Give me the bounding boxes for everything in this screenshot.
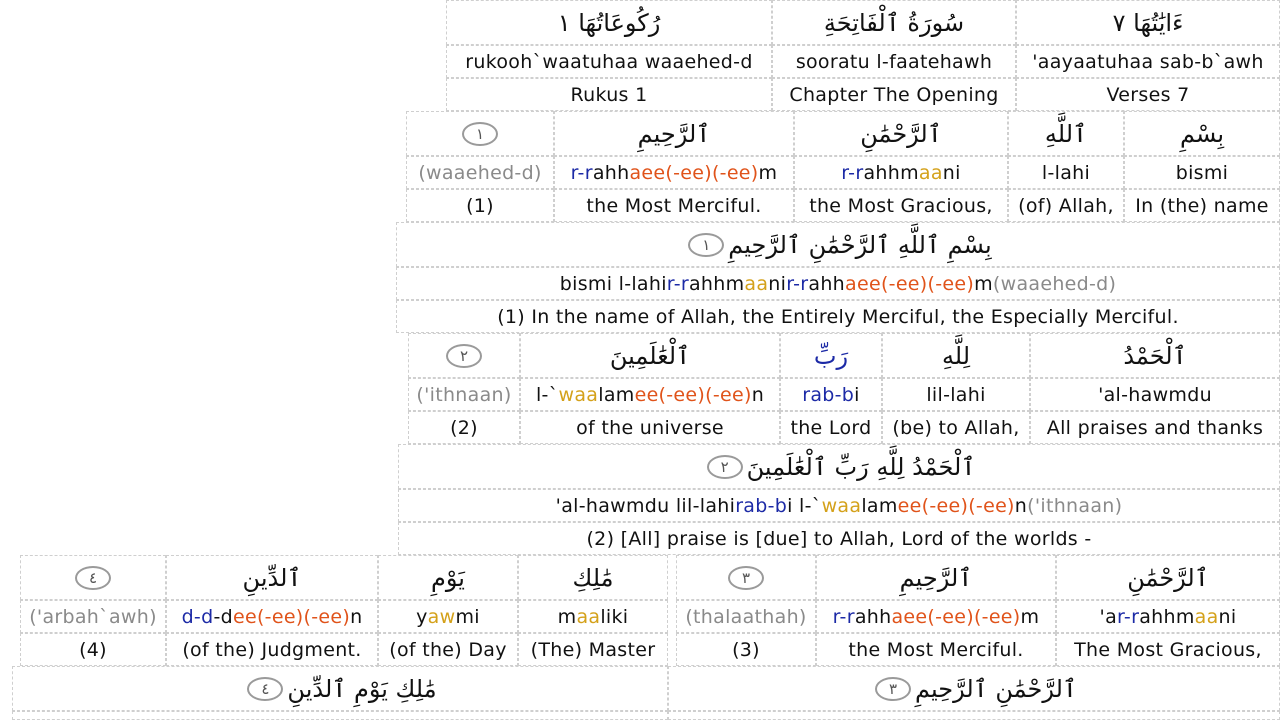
verse-number-tr: ('arbah`awh) bbox=[20, 600, 166, 633]
verse-2-full-tr bbox=[398, 489, 1280, 522]
word-en: the Lord bbox=[780, 411, 882, 444]
transliteration-segment: aee(-ee)(-ee) bbox=[891, 605, 1021, 628]
verse-3-full-tr-row bbox=[668, 711, 1280, 720]
verse-number-badge bbox=[408, 333, 520, 378]
word-tr bbox=[794, 156, 1008, 189]
transliteration-segment: ahh bbox=[854, 605, 892, 628]
transliteration-segment: lam bbox=[598, 383, 635, 406]
transliteration-segment: i l-` bbox=[787, 494, 822, 517]
verse-4-badge: ٤ bbox=[75, 566, 111, 590]
verse-4-full-ar: مَٰلِكِ يَوْمِ ٱلدِّينِ ٤ bbox=[12, 666, 668, 711]
verse-4-full-tr-row bbox=[12, 711, 668, 720]
word-tr bbox=[378, 600, 518, 633]
word-en: (of the) Judgment. bbox=[166, 633, 378, 666]
verse-number-tr: (waaehed-d) bbox=[406, 156, 554, 189]
verse-number-tr: (thalaathah) bbox=[676, 600, 816, 633]
header-ayat-en: Verses 7 bbox=[1016, 78, 1280, 111]
header-ayat-tr: 'aayaatuhaa sab-b`awh bbox=[1016, 45, 1280, 78]
verse-2-translation: (2) [All] praise is [due] to Allah, Lord of the worlds - bbox=[398, 522, 1280, 555]
transliteration-segment: r-r bbox=[666, 272, 689, 295]
word-ar: بِسْمِ bbox=[1124, 111, 1280, 156]
word-ar: يَوْمِ bbox=[378, 555, 518, 600]
verse-3-badge: ٣ bbox=[728, 566, 764, 590]
verse-1-translation: (1) In the name of Allah, the Entirely Merciful, the Especially Merciful. bbox=[396, 300, 1280, 333]
header-surah-tr: sooratu l-faatehawh bbox=[772, 45, 1016, 78]
word-ar: ٱلْعَٰلَمِينَ bbox=[520, 333, 780, 378]
transliteration-segment: m bbox=[974, 272, 993, 295]
verse-1-full-badge: ١ bbox=[688, 233, 724, 257]
transliteration-segment: i bbox=[854, 383, 860, 406]
word-tr bbox=[518, 600, 668, 633]
transliteration-segment: ahhm bbox=[863, 161, 919, 184]
transliteration-segment: l-lahi bbox=[1041, 161, 1091, 184]
header-rukus-tr: rukooh`waatuhaa waaehed-d bbox=[446, 45, 772, 78]
transliteration-segment: (waaehed-d) bbox=[992, 272, 1117, 295]
word-ar: لِلَّهِ bbox=[882, 333, 1030, 378]
verse-3-full-badge: ٣ bbox=[875, 677, 911, 701]
transliteration-segment: n bbox=[350, 605, 363, 628]
transliteration-segment: 'al-hawmdu bbox=[1098, 383, 1212, 406]
transliteration-segment: waa bbox=[558, 383, 599, 406]
verse-4-full-badge: ٤ bbox=[247, 677, 283, 701]
transliteration-segment: lam bbox=[861, 494, 898, 517]
verse-number-badge bbox=[676, 555, 816, 600]
transliteration-segment: ni bbox=[768, 272, 787, 295]
word-en: (of) Allah, bbox=[1008, 189, 1124, 222]
transliteration-segment: n bbox=[751, 383, 765, 406]
word-tr bbox=[520, 378, 780, 411]
word-en: (The) Master bbox=[518, 633, 668, 666]
verse-1-full-tr bbox=[396, 267, 1280, 300]
word-en: All praises and thanks bbox=[1030, 411, 1280, 444]
word-ar: ٱلدِّينِ bbox=[166, 555, 378, 600]
word-ar: ٱلرَّحِيمِ bbox=[816, 555, 1056, 600]
transliteration-segment: 'al-hawmdu lil-lahi bbox=[555, 494, 736, 517]
verse-1-full-ar: بِسْمِ ٱللَّهِ ٱلرَّحْمَٰنِ ٱلرَّحِيمِ ١ bbox=[396, 222, 1280, 267]
transliteration-segment: ee(-ee)(-ee) bbox=[232, 605, 351, 628]
word-en: (be) to Allah, bbox=[882, 411, 1030, 444]
header-rukus-ar: رُكُوعَاتُهَا ١ bbox=[446, 0, 772, 45]
transliteration-segment: y bbox=[416, 605, 428, 628]
transliteration-segment: ee(-ee)(-ee) bbox=[897, 494, 1015, 517]
transliteration-segment: aa bbox=[744, 272, 769, 295]
transliteration-segment: ra bbox=[735, 494, 756, 517]
transliteration-segment: aa bbox=[576, 605, 601, 628]
transliteration-segment: l-` bbox=[535, 383, 559, 406]
transliteration-segment: ahhm bbox=[1139, 605, 1195, 628]
verse-number-en: (2) bbox=[408, 411, 520, 444]
word-en: The Most Gracious, bbox=[1056, 633, 1280, 666]
transliteration-segment: 'a bbox=[1099, 605, 1118, 628]
transliteration-segment: lil-lahi bbox=[926, 383, 986, 406]
verse-3-full-ar: ٱلرَّحْمَٰنِ ٱلرَّحِيمِ ٣ bbox=[668, 666, 1280, 711]
word-ar: مَٰلِكِ bbox=[518, 555, 668, 600]
verse-1-badge: ١ bbox=[462, 122, 498, 146]
transliteration-segment: r-r bbox=[1117, 605, 1140, 628]
transliteration-segment: bismi l-lahi bbox=[559, 272, 667, 295]
verse-2-full-ar: ٱلْحَمْدُ لِلَّهِ رَبِّ ٱلْعَٰلَمِينَ ٢ bbox=[398, 444, 1280, 489]
transliteration-segment: aee(-ee)(-ee) bbox=[629, 161, 759, 184]
word-tr bbox=[1056, 600, 1280, 633]
verse-number-en: (3) bbox=[676, 633, 816, 666]
transliteration-segment: m bbox=[557, 605, 577, 628]
header-ayat-ar: ءَايَٰتُهَا ٧ bbox=[1016, 0, 1280, 45]
word-ar: رَبِّ bbox=[780, 333, 882, 378]
transliteration-segment: b-b bbox=[822, 383, 855, 406]
header-rukus-en: Rukus 1 bbox=[446, 78, 772, 111]
transliteration-segment: d-d bbox=[181, 605, 214, 628]
transliteration-segment: aee(-ee)(-ee) bbox=[845, 272, 975, 295]
verse-number-en: (4) bbox=[20, 633, 166, 666]
transliteration-segment: aw bbox=[427, 605, 456, 628]
word-tr bbox=[816, 600, 1056, 633]
transliteration-segment: r-r bbox=[786, 272, 809, 295]
word-tr bbox=[1008, 156, 1124, 189]
verse-2-badge: ٢ bbox=[446, 344, 482, 368]
transliteration-segment: ahh bbox=[592, 161, 630, 184]
transliteration-segment: r-r bbox=[841, 161, 864, 184]
transliteration-segment: aa bbox=[1194, 605, 1219, 628]
transliteration-segment: m bbox=[758, 161, 778, 184]
transliteration-segment: bismi bbox=[1175, 161, 1229, 184]
transliteration-segment: m bbox=[1020, 605, 1040, 628]
transliteration-segment: -d bbox=[213, 605, 233, 628]
verse-number-badge bbox=[406, 111, 554, 156]
transliteration-segment: mi bbox=[455, 605, 480, 628]
word-en: the Most Merciful. bbox=[816, 633, 1056, 666]
transliteration-segment: b-b bbox=[755, 494, 788, 517]
transliteration-segment: ni bbox=[942, 161, 961, 184]
word-tr bbox=[1030, 378, 1280, 411]
transliteration-segment: ra bbox=[802, 383, 823, 406]
word-tr bbox=[1124, 156, 1280, 189]
word-ar: ٱلْحَمْدُ bbox=[1030, 333, 1280, 378]
word-ar: ٱلرَّحْمَٰنِ bbox=[1056, 555, 1280, 600]
transliteration-segment: ('ithnaan) bbox=[1027, 494, 1123, 517]
transliteration-segment: waa bbox=[821, 494, 862, 517]
transliteration-segment: liki bbox=[600, 605, 629, 628]
word-en: In (the) name bbox=[1124, 189, 1280, 222]
header-surah-ar: سُورَةُ ٱلْفَاتِحَةِ bbox=[772, 0, 1016, 45]
word-tr bbox=[882, 378, 1030, 411]
word-ar: ٱلرَّحِيمِ bbox=[554, 111, 794, 156]
verse-number-en: (1) bbox=[406, 189, 554, 222]
word-tr bbox=[166, 600, 378, 633]
transliteration-segment: r-r bbox=[570, 161, 593, 184]
transliteration-segment: n bbox=[1014, 494, 1028, 517]
transliteration-segment: ee(-ee)(-ee) bbox=[634, 383, 752, 406]
transliteration-segment: ahh bbox=[808, 272, 846, 295]
word-ar: ٱللَّهِ bbox=[1008, 111, 1124, 156]
word-tr bbox=[554, 156, 794, 189]
word-en: the Most Merciful. bbox=[554, 189, 794, 222]
transliteration-segment: aa bbox=[918, 161, 943, 184]
transliteration-segment: r-r bbox=[832, 605, 855, 628]
verse-2-full-badge: ٢ bbox=[707, 455, 743, 479]
header-surah-en: Chapter The Opening bbox=[772, 78, 1016, 111]
verse-number-tr: ('ithnaan) bbox=[408, 378, 520, 411]
verse-number-badge bbox=[20, 555, 166, 600]
transliteration-segment: ahhm bbox=[688, 272, 745, 295]
word-tr bbox=[780, 378, 882, 411]
word-en: the Most Gracious, bbox=[794, 189, 1008, 222]
word-ar: ٱلرَّحْمَٰنِ bbox=[794, 111, 1008, 156]
word-en: of the universe bbox=[520, 411, 780, 444]
transliteration-segment: ni bbox=[1218, 605, 1237, 628]
word-en: (of the) Day bbox=[378, 633, 518, 666]
